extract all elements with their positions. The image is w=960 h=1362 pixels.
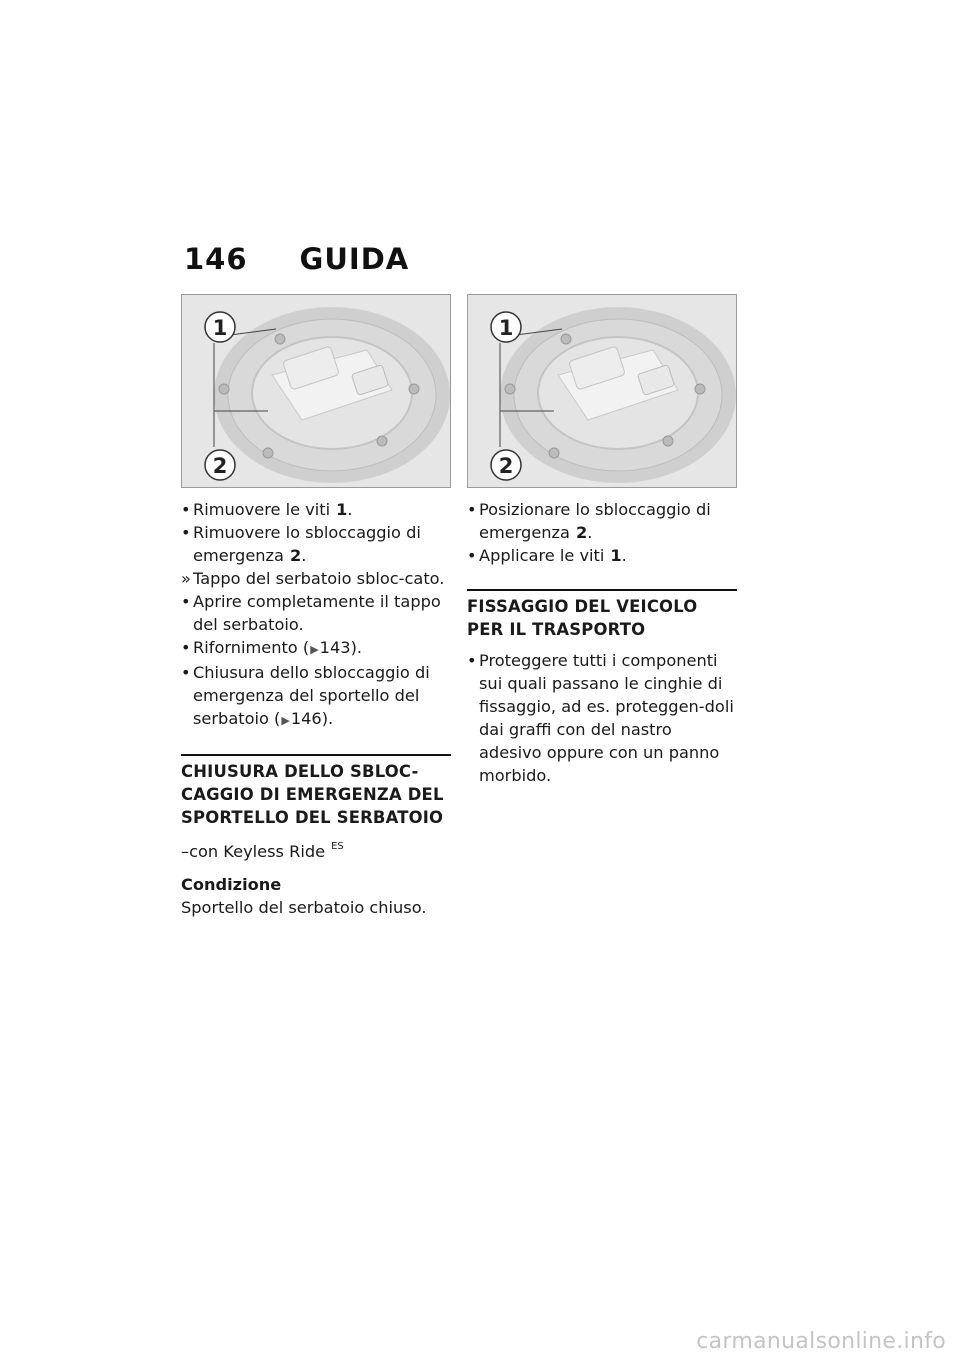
page-reference-icon: ▶	[310, 643, 318, 656]
page-header	[184, 242, 409, 276]
list-item: • Rimuovere lo sbloccaggio di emergenza 2.	[181, 523, 421, 565]
condition-label: Condizione	[181, 875, 282, 894]
page-reference[interactable]: 146	[290, 709, 322, 728]
section-name: GUIDA	[299, 242, 410, 276]
list-item: • Rifornimento (▶ 143).	[181, 638, 363, 657]
list-item: • Proteggere tutti i componenti sui quali passano le cinghie di fissaggio, ad es. proteggen-doli dai graffi con del nastro adesivo oppure con un panno morbido.	[467, 651, 734, 785]
page-reference[interactable]: 143	[319, 638, 351, 657]
figure-label-2: 2	[212, 454, 228, 478]
section-transport-securing	[467, 589, 737, 787]
right-column	[467, 294, 737, 787]
option-code: ES	[331, 841, 344, 852]
site-watermark: carmanualsonline.info	[696, 1329, 946, 1354]
section-heading: CHIUSURA DELLO SBLOC-CAGGIO DI EMERGENZA DEL SPORTELLO DEL SERBATOIO	[181, 762, 444, 827]
list-item: • Rimuovere le viti 1.	[181, 500, 353, 519]
reference-number: 1	[610, 546, 622, 565]
section-emergency-release	[181, 754, 451, 919]
reference-number: 2	[289, 546, 302, 565]
list-item: • Applicare le viti 1.	[467, 546, 627, 565]
page-reference-icon: ▶	[281, 714, 289, 727]
instruction-list	[467, 498, 737, 567]
page-number: 146	[184, 242, 248, 276]
section-heading: FISSAGGIO DEL VEICOLO PER IL TRASPORTO	[467, 597, 698, 639]
fuel-cap-illustration	[182, 295, 450, 487]
reference-number: 1	[336, 500, 348, 519]
list-item: • Chiusura dello sbloccaggio di emergenza del sportello del serbatoio (▶ 146).	[181, 663, 430, 728]
list-item: • Posizionare lo sbloccaggio di emergenza 2.	[467, 500, 711, 542]
figure-label-1: 1	[212, 316, 228, 340]
fuel-cap-figure-left	[181, 294, 451, 488]
figure-label-2: 2	[498, 454, 514, 478]
option-note: –con Keyless Ride $^{ES}$	[181, 841, 344, 861]
fuel-cap-figure-right	[467, 294, 737, 488]
list-item: » Tappo del serbatoio sbloc-cato.	[181, 569, 445, 588]
figure-label-1: 1	[498, 316, 514, 340]
instruction-list	[467, 649, 737, 787]
instruction-list	[181, 498, 451, 732]
list-item: • Aprire completamente il tappo del serbatoio.	[181, 592, 441, 634]
condition-text: Sportello del serbatoio chiuso.	[181, 898, 427, 917]
fuel-cap-illustration	[468, 295, 736, 487]
reference-number: 2	[575, 523, 588, 542]
left-column	[181, 294, 451, 919]
